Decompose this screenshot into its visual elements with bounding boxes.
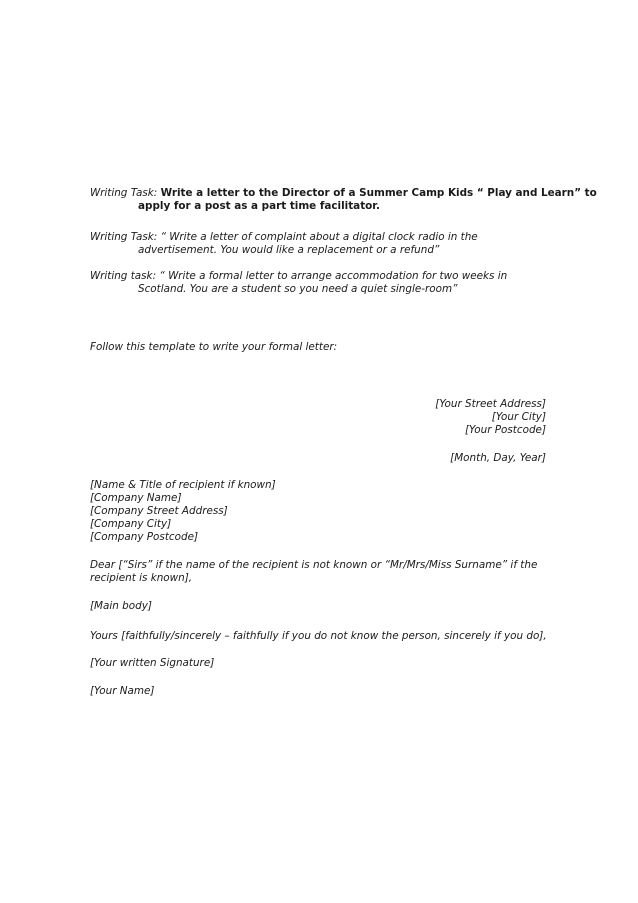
task-1-text-line2: apply for a post as a part time facilitator. <box>138 200 380 212</box>
letter-date: [Month, Day, Year] <box>450 452 546 464</box>
closing-line: Yours [faithfully/sincerely – faithfully if you do not know the person, sincerely if you do], <box>90 630 547 642</box>
salutation <box>90 559 560 585</box>
task-3-text-line2: Scotland. You are a student so you need a quiet single-room” <box>138 283 458 295</box>
salutation-line1: Dear [“Sirs” if the name of the recipient is not known or “Mr/Mrs/Miss Surname” if the <box>90 559 538 571</box>
sender-street: [Your Street Address] <box>435 398 546 410</box>
signature-placeholder: [Your written Signature] <box>90 657 215 669</box>
recipient-company: [Company Name] <box>90 492 182 504</box>
sender-postcode: [Your Postcode] <box>465 424 546 436</box>
main-body-placeholder: [Main body] <box>90 600 152 612</box>
task-1-text-line1: Write a letter to the Director of a Summer Camp Kids “ Play and Learn” to <box>160 187 597 199</box>
task-2-label: Writing Task: <box>90 231 158 243</box>
task-2-text-line2: advertisement. You would like a replacement or a refund” <box>138 244 440 256</box>
your-name-placeholder: [Your Name] <box>90 685 155 697</box>
task-3-label: Writing task: <box>90 270 157 282</box>
task-3-text-line1: “ Write a formal letter to arrange accommodation for two weeks in <box>159 270 508 282</box>
sender-address <box>435 398 546 437</box>
template-instruction: Follow this template to write your formal letter: <box>90 341 338 353</box>
task-1-label: Writing Task: <box>90 187 158 199</box>
writing-task-1 <box>90 187 597 213</box>
recipient-city: [Company City] <box>90 518 172 530</box>
recipient-name: [Name & Title of recipient if known] <box>90 479 276 491</box>
recipient-address <box>90 479 560 544</box>
writing-task-2 <box>90 231 560 257</box>
sender-city: [Your City] <box>491 411 546 423</box>
recipient-street: [Company Street Address] <box>90 505 228 517</box>
salutation-line2: recipient is known], <box>90 572 193 584</box>
writing-task-3 <box>90 270 560 296</box>
task-2-text-line1: “ Write a letter of complaint about a digital clock radio in the <box>160 231 478 243</box>
recipient-postcode: [Company Postcode] <box>90 531 199 543</box>
